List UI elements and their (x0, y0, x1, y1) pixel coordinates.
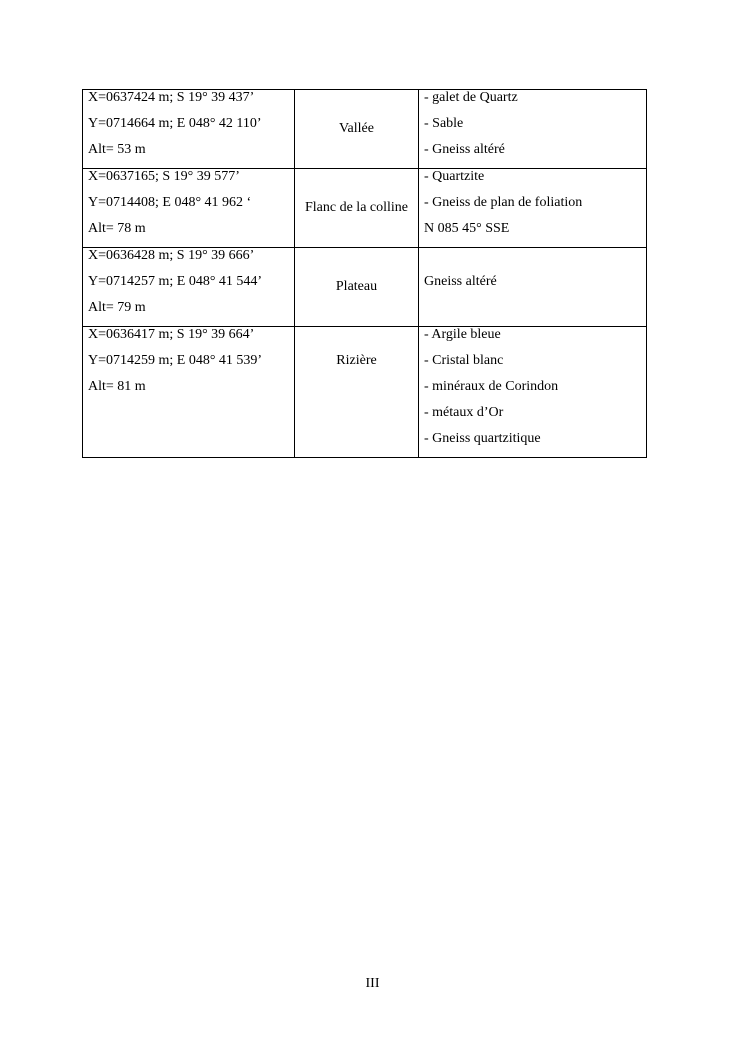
description-line: - minéraux de Corindon (424, 379, 559, 394)
location-cell: Vallée (295, 90, 419, 169)
description-cell (419, 90, 647, 169)
description-line: - Gneiss quartzitique (424, 431, 541, 446)
table-row (83, 327, 647, 458)
location-cell: Rizière (295, 327, 419, 458)
coordinate-y-line: Y=0714259 m; E 048° 41 539’ (88, 353, 263, 368)
location-cell: Flanc de la colline (295, 169, 419, 248)
description-line: - Gneiss de plan de foliation (424, 195, 583, 210)
description-line: - Sable (424, 116, 464, 131)
coordinate-x-line: X=0637424 m; S 19° 39 437’ (88, 90, 255, 105)
coordinate-x-line: X=0636417 m; S 19° 39 664’ (88, 327, 255, 342)
coordinates-cell (83, 90, 295, 169)
description-cell (419, 169, 647, 248)
altitude-line: Alt= 78 m (88, 221, 146, 236)
description-cell (419, 327, 647, 458)
table-row (83, 248, 647, 327)
table-row (83, 169, 647, 248)
page-number: III (365, 976, 380, 991)
description-line: - métaux d’Or (424, 405, 504, 420)
coordinate-x-line: X=0636428 m; S 19° 39 666’ (88, 248, 255, 263)
description-line: Gneiss altéré (424, 274, 497, 289)
altitude-line: Alt= 53 m (88, 142, 146, 157)
description-line: - Cristal blanc (424, 353, 504, 368)
coordinate-x-line: X=0637165; S 19° 39 577’ (88, 169, 240, 184)
altitude-line: Alt= 79 m (88, 300, 146, 315)
description-line: - Argile bleue (424, 327, 501, 342)
coordinate-y-line: Y=0714664 m; E 048° 42 110’ (88, 116, 262, 131)
coordinates-cell (83, 327, 295, 458)
table-row (83, 90, 647, 169)
survey-table (82, 89, 647, 458)
description-line: - galet de Quartz (424, 90, 518, 105)
description-line: - Gneiss altéré (424, 142, 505, 157)
coordinate-y-line: Y=0714257 m; E 048° 41 544’ (88, 274, 263, 289)
description-cell (419, 248, 647, 327)
description-line: - Quartzite (424, 169, 485, 184)
coordinates-cell (83, 169, 295, 248)
coordinates-cell (83, 248, 295, 327)
description-line: N 085 45° SSE (424, 221, 510, 236)
altitude-line: Alt= 81 m (88, 379, 146, 394)
coordinate-y-line: Y=0714408; E 048° 41 962 ‘ (88, 195, 252, 210)
location-cell: Plateau (295, 248, 419, 327)
